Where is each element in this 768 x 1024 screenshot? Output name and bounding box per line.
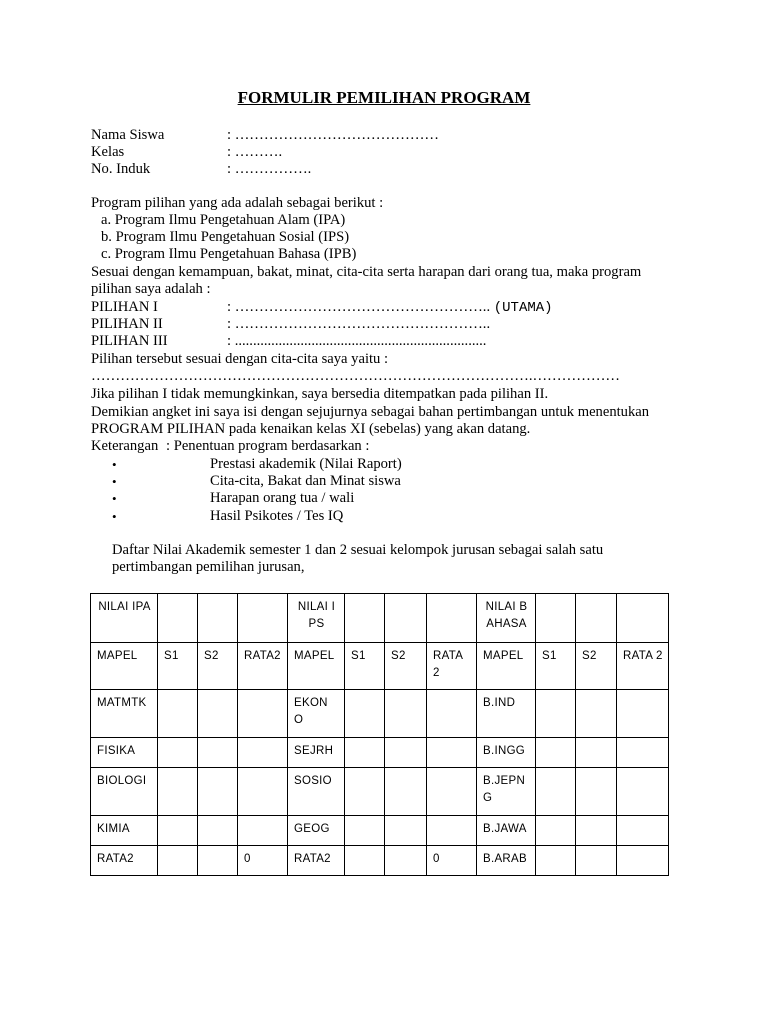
table-header-cell: NILAI IPA (91, 594, 158, 643)
table-header-cell: S2 (576, 643, 617, 690)
subject-cell: BIOLOGI (91, 768, 158, 816)
grade-cell[interactable] (576, 846, 617, 876)
grade-cell[interactable] (198, 816, 238, 846)
table-row (91, 738, 669, 768)
program-item-ipa: a. Program Ilmu Pengetahuan Alam (IPA) (101, 212, 346, 228)
table-header-cell (198, 594, 238, 643)
grade-cell[interactable] (158, 738, 198, 768)
grades-table (90, 593, 669, 876)
criteria-item: Cita-cita, Bakat dan Minat siswa (210, 473, 401, 489)
grade-cell[interactable] (385, 738, 427, 768)
grade-cell[interactable] (576, 768, 617, 816)
grade-cell[interactable] (385, 846, 427, 876)
grade-cell[interactable] (617, 768, 669, 816)
grade-cell[interactable] (617, 690, 669, 738)
grade-cell[interactable] (198, 690, 238, 738)
table-header-cell: RATA 2 (617, 643, 669, 690)
grade-cell[interactable] (617, 738, 669, 768)
label-pilihan-2: PILIHAN II (91, 316, 163, 332)
table-header-cell: NILAI IPS (288, 594, 345, 643)
keterangan-label: Keterangan (91, 438, 159, 454)
keterangan-text: : Penentuan program berdasarkan : (166, 438, 370, 454)
table-header-cell (385, 594, 427, 643)
grade-cell[interactable] (427, 768, 477, 816)
table-header-cell (617, 594, 669, 643)
label-no-induk: No. Induk (91, 161, 151, 177)
table-group-header (91, 594, 669, 643)
bullet-icon: • (112, 457, 117, 472)
grade-cell[interactable] (345, 690, 385, 738)
grade-cell[interactable] (345, 846, 385, 876)
table-header-cell (576, 594, 617, 643)
field-kelas[interactable]: : ………. (227, 144, 283, 160)
grade-cell[interactable] (238, 738, 288, 768)
field-no-induk[interactable]: : ……………. (227, 161, 312, 177)
subject-cell: GEOG (288, 816, 345, 846)
grade-cell[interactable] (576, 690, 617, 738)
subject-cell: B.ARAB (477, 846, 536, 876)
grade-cell[interactable] (536, 690, 576, 738)
grade-cell[interactable] (617, 816, 669, 846)
statement-line-2: PROGRAM PILIHAN pada kenaikan kelas XI (sebelas) yang akan datang. (91, 421, 531, 437)
aspiration-label: Pilihan tersebut sesuai dengan cita-cita saya yaitu : (91, 351, 389, 367)
grade-cell[interactable] (576, 816, 617, 846)
field-pilihan-3[interactable]: : ..................................................................... (227, 333, 487, 349)
label-pilihan-1: PILIHAN I (91, 299, 158, 315)
field-pilihan-2[interactable]: : …………………………………………….. (227, 316, 491, 332)
table-column-header (91, 643, 669, 690)
table-row (91, 690, 669, 738)
table-header-cell: MAPEL (91, 643, 158, 690)
table-header-cell (238, 594, 288, 643)
table-header-cell: NILAI BAHASA (477, 594, 536, 643)
grade-cell[interactable]: 0 (427, 846, 477, 876)
criteria-item: Hasil Psikotes / Tes IQ (210, 508, 344, 524)
grade-cell[interactable] (238, 816, 288, 846)
criteria-item: Prestasi akademik (Nilai Raport) (210, 456, 402, 472)
table-header-cell: RATA 2 (427, 643, 477, 690)
bullet-icon: • (112, 509, 117, 524)
grade-cell[interactable] (238, 768, 288, 816)
table-header-cell (158, 594, 198, 643)
criteria-item: Harapan orang tua / wali (210, 490, 355, 506)
aspiration-field[interactable]: ……………………………………………………………………………….……………… (91, 368, 621, 384)
fallback-statement: Jika pilihan I tidak memungkinkan, saya bersedia ditempatkan pada pilihan II. (91, 386, 549, 402)
subject-cell: B.JAWA (477, 816, 536, 846)
subject-cell: B.JEPN G (477, 768, 536, 816)
label-nama-siswa: Nama Siswa (91, 127, 165, 143)
grade-cell[interactable] (536, 846, 576, 876)
subject-cell: MATMTK (91, 690, 158, 738)
grade-cell[interactable] (427, 816, 477, 846)
grade-cell[interactable] (158, 768, 198, 816)
program-item-ipb: c. Program Ilmu Pengetahuan Bahasa (IPB) (101, 246, 357, 262)
utama-note: (UTAMA) (493, 300, 553, 316)
subject-cell: B.IND (477, 690, 536, 738)
grade-cell[interactable] (198, 768, 238, 816)
table-header-cell: S2 (385, 643, 427, 690)
subject-cell: KIMIA (91, 816, 158, 846)
subject-cell: SOSIO (288, 768, 345, 816)
grade-cell[interactable] (158, 846, 198, 876)
grade-cell[interactable] (536, 816, 576, 846)
choice-intro-line-1: Sesuai dengan kemampuan, bakat, minat, cita-cita serta harapan dari orang tua, maka program (91, 264, 642, 280)
grade-cell[interactable] (158, 690, 198, 738)
subject-cell: EKON O (288, 690, 345, 738)
table-header-cell (345, 594, 385, 643)
table-header-cell (427, 594, 477, 643)
bullet-icon: • (112, 474, 117, 489)
program-intro: Program pilihan yang ada adalah sebagai berikut : (91, 195, 384, 211)
grade-cell[interactable] (345, 768, 385, 816)
grade-cell[interactable] (427, 690, 477, 738)
table-header-cell: S1 (345, 643, 385, 690)
table-row (91, 846, 669, 876)
grade-cell[interactable]: 0 (238, 846, 288, 876)
subject-cell: RATA2 (91, 846, 158, 876)
table-header-cell: S1 (536, 643, 576, 690)
grade-cell[interactable] (385, 816, 427, 846)
grade-cell[interactable] (536, 738, 576, 768)
field-pilihan-1-dots: : …………………………………………….. (227, 299, 494, 315)
table-header-cell: S2 (198, 643, 238, 690)
grade-cell[interactable] (536, 768, 576, 816)
grade-cell[interactable] (576, 738, 617, 768)
label-pilihan-3: PILIHAN III (91, 333, 168, 349)
label-kelas: Kelas (91, 144, 125, 160)
daftar-line-2: pertimbangan pemilihan jurusan, (112, 559, 305, 575)
grade-cell[interactable] (617, 846, 669, 876)
daftar-line-1: Daftar Nilai Akademik semester 1 dan 2 sesuai kelompok jurusan sebagai salah satu (112, 542, 604, 558)
subject-cell: FISIKA (91, 738, 158, 768)
table-header-cell (536, 594, 576, 643)
page-title: FORMULIR PEMILIHAN PROGRAM (237, 88, 531, 107)
program-item-ips: b. Program Ilmu Pengetahuan Sosial (IPS) (101, 229, 350, 245)
table-header-cell: S1 (158, 643, 198, 690)
subject-cell: B.INGG (477, 738, 536, 768)
subject-cell: RATA2 (288, 846, 345, 876)
grade-cell[interactable] (158, 816, 198, 846)
grade-cell[interactable] (345, 816, 385, 846)
statement-line-1: Demikian angket ini saya isi dengan sejujurnya sebagai bahan pertimbangan untuk menentukan (91, 404, 650, 420)
grade-cell[interactable] (198, 846, 238, 876)
table-header-cell: RATA2 (238, 643, 288, 690)
bullet-icon: • (112, 491, 117, 506)
grade-cell[interactable] (385, 690, 427, 738)
grade-cell[interactable] (345, 738, 385, 768)
grade-cell[interactable] (385, 768, 427, 816)
table-header-cell: MAPEL (288, 643, 345, 690)
table-header-cell: MAPEL (477, 643, 536, 690)
grade-cell[interactable] (238, 690, 288, 738)
subject-cell: SEJRH (288, 738, 345, 768)
grade-cell[interactable] (198, 738, 238, 768)
field-nama-siswa[interactable]: : …………………………………… (227, 127, 440, 143)
table-row (91, 816, 669, 846)
field-pilihan-1[interactable] (227, 299, 553, 317)
grade-cell[interactable] (427, 738, 477, 768)
table-row (91, 768, 669, 816)
choice-intro-line-2: pilihan saya adalah : (91, 281, 211, 297)
